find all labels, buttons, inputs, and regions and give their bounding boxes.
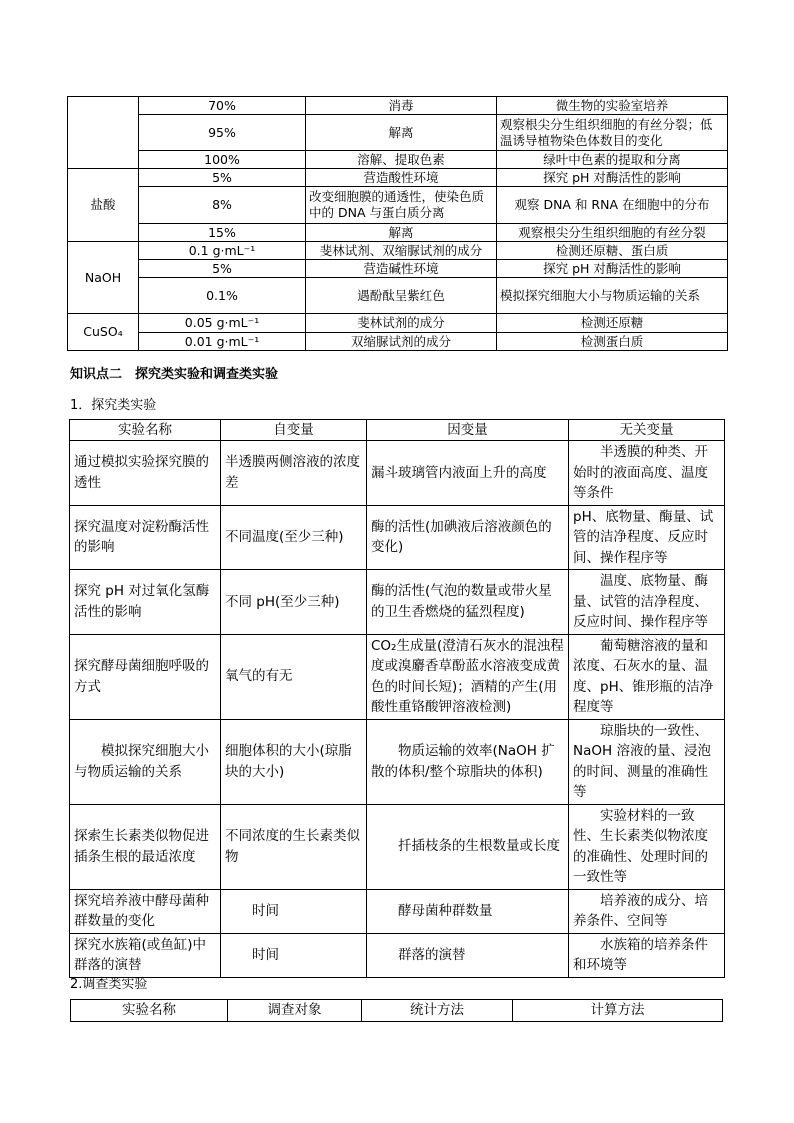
subsection-title: 1．探究类实验 [70,398,157,413]
table-row [68,151,728,169]
purpose-cell: 溶解、提取色素 [306,151,497,169]
concentration-cell: 95% [139,115,306,151]
concentration-cell: 100% [139,151,306,169]
purpose-cell: 解离 [306,115,497,151]
purpose-cell: 营造酸性环境 [306,169,497,187]
concentration-cell: 0.05 g·mL⁻¹ [139,314,306,333]
independent-variable-cell: 时间 [221,933,367,977]
experiment-cell: 检测还原糖、蛋白质 [497,242,728,260]
concentration-cell: 0.1 g·mL⁻¹ [139,242,306,260]
table-row [68,242,728,260]
concentration-cell: 8% [139,187,306,224]
table-row [70,933,725,977]
subsection-title: 2.调查类实验 [70,977,148,992]
purpose-cell: 斐林试剂、双缩脲试剂的成分 [306,242,497,260]
table-row [70,804,725,889]
purpose-cell: 营造碱性环境 [306,260,497,278]
column-header: 统计方法 [362,1000,513,1022]
table-row [68,115,728,151]
experiment-name-cell: 通过模拟实验探究膜的透性 [70,441,221,506]
experiment-cell: 微生物的实验室培养 [497,97,728,115]
exploratory-experiments-table [69,419,725,978]
table-row [68,260,728,278]
table-row [70,505,725,570]
reagent-name-cell: CuSO₄ [68,314,139,351]
experiment-cell: 检测蛋白质 [497,333,728,351]
survey-experiments-table [70,999,723,1022]
purpose-cell: 斐林试剂的成分 [306,314,497,333]
dependent-variable-cell: 漏斗玻璃管内液面上升的高度 [367,441,569,506]
experiment-name-cell: 探究温度对淀粉酶活性的影响 [70,505,221,570]
table-row [68,187,728,224]
column-header: 计算方法 [513,1000,723,1022]
reagent-name-cell [68,97,139,169]
experiment-cell: 观察 DNA 和 RNA 在细胞中的分布 [497,187,728,224]
concentration-cell: 70% [139,97,306,115]
experiment-name-cell: 探究 pH 对过氧化氢酶活性的影响 [70,570,221,635]
experiment-cell: 探究 pH 对酶活性的影响 [497,260,728,278]
dependent-variable-cell: 群落的演替 [367,933,569,977]
dependent-variable-cell: CO₂生成量(澄清石灰水的混浊程度或溴麝香草酚蓝水溶液变成黄色的时间长短)；酒精的产生(用酸性重铬酸钾溶液检测) [367,634,569,719]
experiment-cell: 检测还原糖 [497,314,728,333]
column-header: 调查对象 [228,1000,362,1022]
experiment-cell: 模拟探究细胞大小与物质运输的关系 [497,278,728,314]
table-row [70,889,725,933]
purpose-cell: 遇酚酞呈紫红色 [306,278,497,314]
independent-variable-cell: 时间 [221,889,367,933]
reagent-name-cell: 盐酸 [68,169,139,242]
purpose-cell: 消毒 [306,97,497,115]
independent-variable-cell: 细胞体积的大小(琼脂块的大小) [221,719,367,804]
reagent-table [67,96,728,351]
controlled-variable-cell: pH、底物量、酶量、试管的洁净程度、反应时间、操作程序等 [569,505,725,570]
independent-variable-cell: 氧气的有无 [221,634,367,719]
concentration-cell: 5% [139,169,306,187]
table-row [68,224,728,242]
independent-variable-cell: 不同温度(至少三种) [221,505,367,570]
controlled-variable-cell: 实验材料的一致性、生长素类似物浓度的准确性、处理时间的一致性等 [569,804,725,889]
purpose-cell: 解离 [306,224,497,242]
controlled-variable-cell: 培养液的成分、培养条件、空间等 [569,889,725,933]
experiment-cell: 绿叶中色素的提取和分离 [497,151,728,169]
experiment-cell: 观察根尖分生组织细胞的有丝分裂 [497,224,728,242]
independent-variable-cell: 不同浓度的生长素类似物 [221,804,367,889]
column-header: 无关变量 [569,420,725,441]
table-row [68,278,728,314]
section-title: 知识点二 探究类实验和调查类实验 [70,367,279,382]
table-row [68,333,728,351]
dependent-variable-cell: 扦插枝条的生根数量或长度 [367,804,569,889]
concentration-cell: 5% [139,260,306,278]
column-header: 自变量 [221,420,367,441]
experiment-name-cell: 探究水族箱(或鱼缸)中群落的演替 [70,933,221,977]
table-row [68,169,728,187]
dependent-variable-cell: 酶的活性(加碘液后溶液颜色的变化) [367,505,569,570]
experiment-cell: 观察根尖分生组织细胞的有丝分裂；低温诱导植物染色体数目的变化 [497,115,728,151]
table-row [70,719,725,804]
purpose-cell: 双缩脲试剂的成分 [306,333,497,351]
table-header-row [71,1000,723,1022]
experiment-cell: 探究 pH 对酶活性的影响 [497,169,728,187]
independent-variable-cell: 不同 pH(至少三种) [221,570,367,635]
table-row [68,97,728,115]
table-row [70,570,725,635]
purpose-cell: 改变细胞膜的通透性，使染色质中的 DNA 与蛋白质分离 [306,187,497,224]
concentration-cell: 0.1% [139,278,306,314]
experiment-name-cell: 探索生长素类似物促进插条生根的最适浓度 [70,804,221,889]
experiment-name-cell: 模拟探究细胞大小与物质运输的关系 [70,719,221,804]
controlled-variable-cell: 水族箱的培养条件和环境等 [569,933,725,977]
controlled-variable-cell: 葡萄糖溶液的量和浓度、石灰水的量、温度、pH、锥形瓶的洁净程度等 [569,634,725,719]
dependent-variable-cell: 酵母菌种群数量 [367,889,569,933]
reagent-name-cell: NaOH [68,242,139,314]
dependent-variable-cell: 酶的活性(气泡的数量或带火星的卫生香燃烧的猛烈程度) [367,570,569,635]
experiment-name-cell: 探究酵母菌细胞呼吸的方式 [70,634,221,719]
experiment-name-cell: 探究培养液中酵母菌种群数量的变化 [70,889,221,933]
column-header: 实验名称 [70,420,221,441]
dependent-variable-cell: 物质运输的效率(NaOH 扩散的体积/整个琼脂块的体积) [367,719,569,804]
controlled-variable-cell: 琼脂块的一致性、NaOH 溶液的量、浸泡的时间、测量的准确性等 [569,719,725,804]
table-row [70,441,725,506]
table-row [68,314,728,333]
table-row [70,634,725,719]
column-header: 实验名称 [71,1000,228,1022]
concentration-cell: 0.01 g·mL⁻¹ [139,333,306,351]
column-header: 因变量 [367,420,569,441]
independent-variable-cell: 半透膜两侧溶液的浓度差 [221,441,367,506]
concentration-cell: 15% [139,224,306,242]
controlled-variable-cell: 半透膜的种类、开始时的液面高度、温度等条件 [569,441,725,506]
controlled-variable-cell: 温度、底物量、酶量、试管的洁净程度、反应时间、操作程序等 [569,570,725,635]
table-header-row [70,420,725,441]
